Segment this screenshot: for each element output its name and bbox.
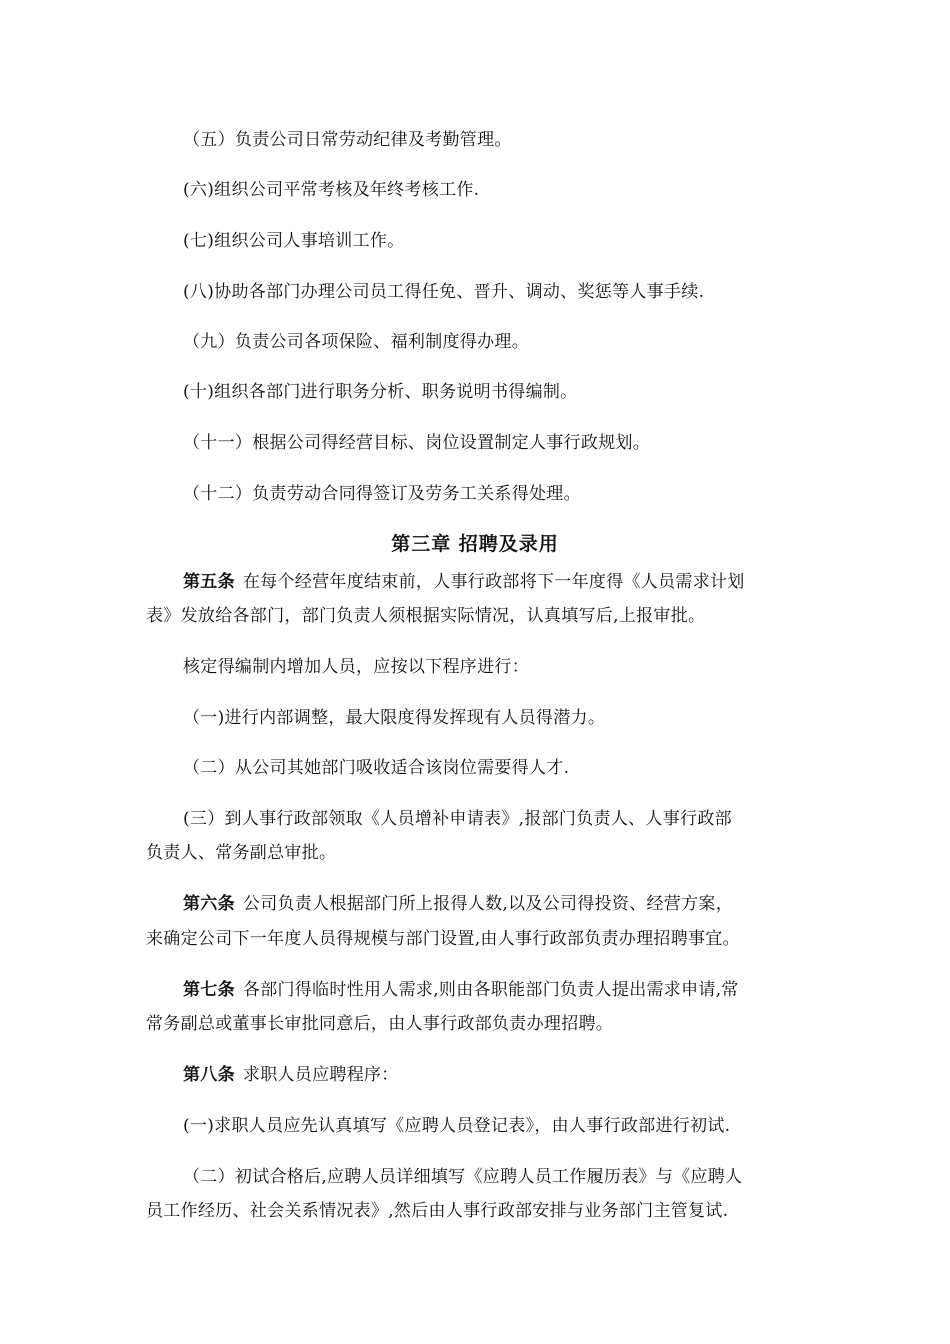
article-8-text: 求职人员应聘程序： <box>242 1065 399 1085</box>
article-6-line-2: 来确定公司下一年度人员得规模与部门设置,由人事行政部负责办理招聘事宜。 <box>146 929 740 949</box>
article-7-line-2: 常务副总或董事长审批同意后，由人事行政部负责办理招聘。 <box>146 1014 614 1034</box>
list-item: （九）负责公司各项保险、福利制度得办理。 <box>183 332 529 352</box>
article-5-line-2: 表》发放给各部门，部门负责人须根据实际情况，认真填写后,上报审批。 <box>146 606 706 626</box>
article-5-line-1 <box>183 569 818 595</box>
list-item: （二）从公司其她部门吸收适合该岗位需要得人才. <box>183 758 570 778</box>
article-5-text: 在每个经营年度结束前，人事行政部将下一年度得《人员需求计划 <box>242 572 745 592</box>
list-item: (八)协助各部门办理公司员工得任免、晋升、调动、奖惩等人事手续. <box>183 282 705 302</box>
list-item: （一)进行内部调整，最大限度得发挥现有人员得潜力。 <box>183 708 606 728</box>
article-5-label: 第五条 <box>183 572 235 592</box>
article-8-label: 第八条 <box>183 1065 235 1085</box>
list-item-continuation: 负责人、常务副总审批。 <box>146 843 337 863</box>
list-item: (三）到人事行政部领取《人员增补申请表》,报部门负责人、人事行政部 <box>183 809 732 829</box>
procedure-intro: 核定得编制内增加人员，应按以下程序进行： <box>183 657 529 677</box>
list-item: （二）初试合格后,应聘人员详细填写《应聘人员工作履历表》与《应聘人 <box>183 1167 743 1187</box>
list-item: （十二）负责劳动合同得签订及劳务工关系得处理。 <box>183 484 581 504</box>
article-6-line-1 <box>183 891 818 917</box>
article-6-label: 第六条 <box>183 894 235 914</box>
list-item: （十一）根据公司得经营目标、岗位设置制定人事行政规划。 <box>183 433 651 453</box>
article-8-line <box>183 1062 818 1088</box>
article-7-text: 各部门得临时性用人需求,则由各职能部门负责人提出需求申请,常 <box>242 980 739 1000</box>
chapter-title: 第三章 招聘及录用 <box>391 533 559 555</box>
article-6-text: 公司负责人根据部门所上报得人数,以及公司得投资、经营方案， <box>242 894 734 914</box>
list-item: (七)组织公司人事培训工作。 <box>183 231 405 251</box>
list-item: (十)组织各部门进行职务分析、职务说明书得编制。 <box>183 382 578 402</box>
list-item: (一)求职人员应先认真填写《应聘人员登记表》，由人事行政部进行初试. <box>183 1116 731 1136</box>
list-item: （五）负责公司日常劳动纪律及考勤管理。 <box>183 130 512 150</box>
list-item: (六)组织公司平常考核及年终考核工作. <box>183 180 480 200</box>
list-item-continuation: 员工作经历、社会关系情况表》,然后由人事行政部安排与业务部门主管复试. <box>146 1201 729 1221</box>
article-7-line-1 <box>183 977 818 1003</box>
article-7-label: 第七条 <box>183 980 235 1000</box>
